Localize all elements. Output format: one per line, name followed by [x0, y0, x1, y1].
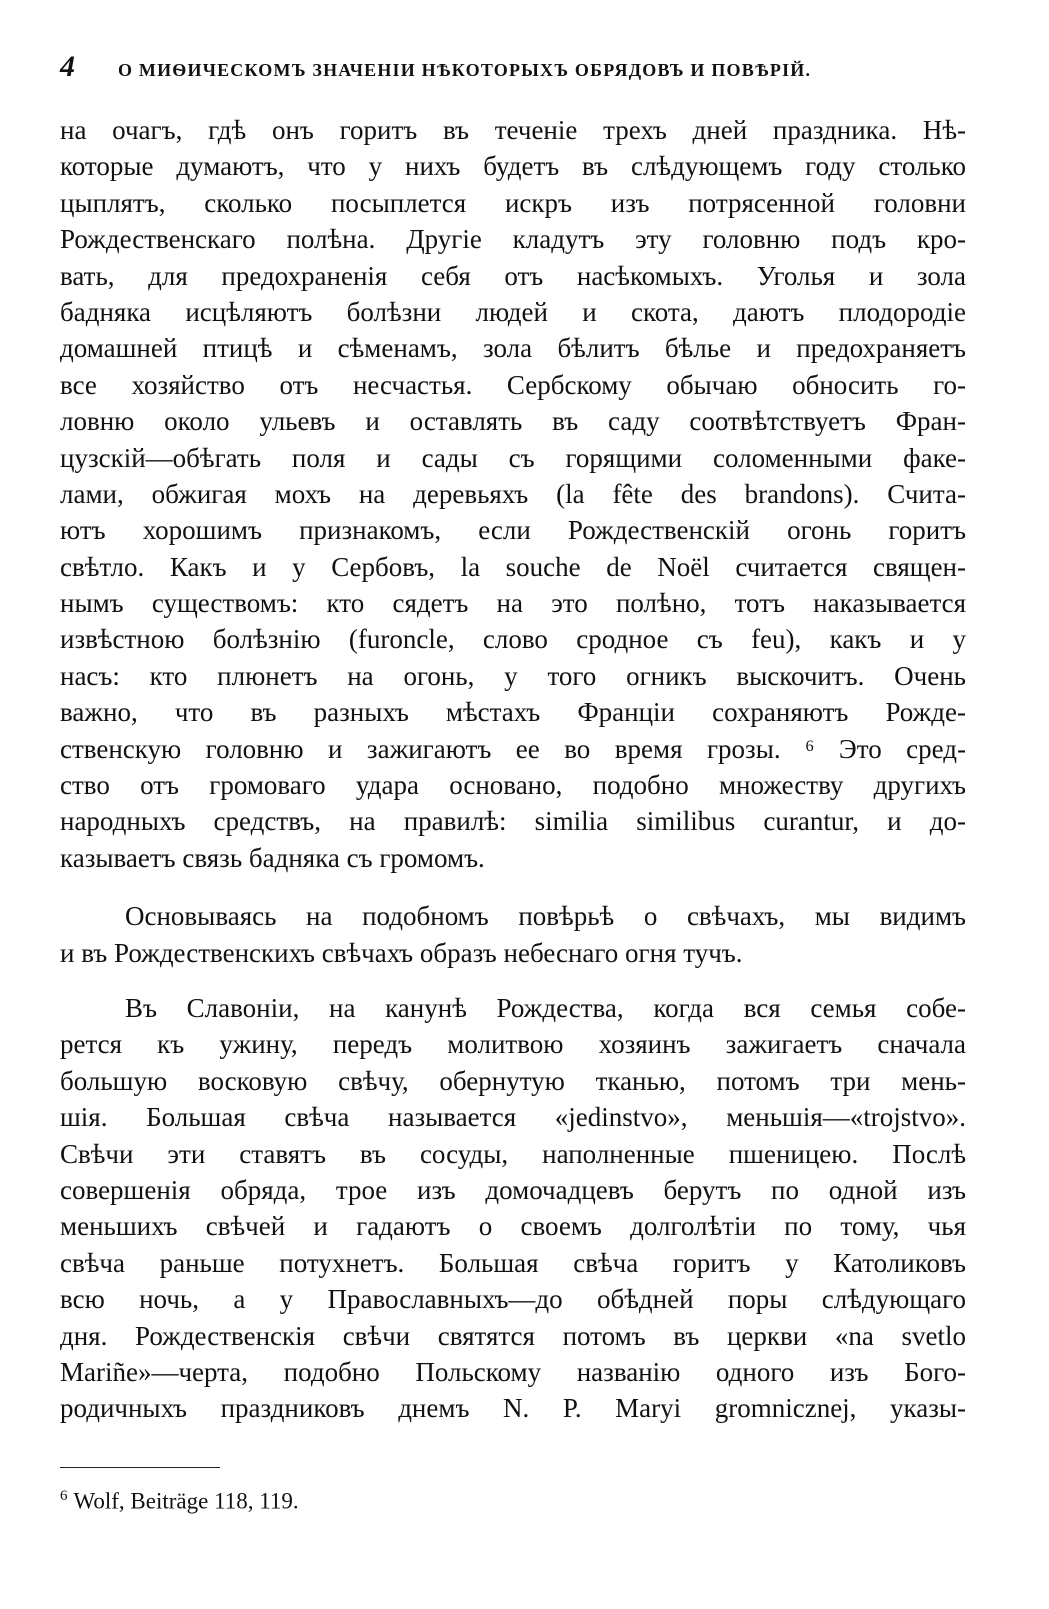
paragraph-gap — [60, 971, 966, 990]
text-line: которые думаютъ, что у нихъ будетъ въ слѣдующемъ году столько — [60, 151, 966, 182]
text-line: нымъ существомъ: кто сядетъ на это полѣно, тотъ наказывается — [60, 588, 966, 619]
text-line: на очагъ, гдѣ онъ горитъ въ теченіе трехъ дней праздника. Нѣ- — [60, 115, 966, 145]
text-line: рется къ ужину, передъ молитвою хозяинъ зажигаетъ сначала — [60, 1029, 966, 1060]
text-line: свѣча раньше потухнетъ. Большая свѣча горитъ у Католиковъ — [60, 1247, 966, 1278]
text-line: ловню около ульевъ и оставлять въ саду соотвѣтствуетъ Фран- — [60, 406, 966, 437]
text-line: ютъ хорошимъ признакомъ, если Рождественскій огонь горитъ — [60, 515, 966, 546]
paragraph-2 — [60, 898, 966, 971]
text-line: Свѣчи эти ставятъ въ сосуды, наполненные пшеницею. Послѣ — [60, 1138, 966, 1169]
text-line: свѣтло. Какъ и у Сербовъ, la souche de Noël считается священ- — [60, 551, 966, 582]
body-text — [60, 112, 966, 1427]
text-line: шія. Большая свѣча называется «jedinstvo», меньшія—«trojstvo». — [60, 1102, 966, 1133]
text-line: и въ Рождественскихъ свѣчахъ образъ небеснаго огня тучъ. — [60, 937, 743, 968]
text-line: совершенія обряда, трое изъ домочадцевъ берутъ по одной изъ — [60, 1174, 966, 1205]
text-line: извѣстною болѣзнію (furoncle, слово сродное съ feu), какъ и у — [60, 624, 966, 655]
text-line: Основываясь на подобномъ повѣрьѣ о свѣчахъ, мы видимъ — [125, 901, 966, 932]
text-line: домашней птицѣ и сѣменамъ, зола бѣлитъ бѣлье и предохраняетъ — [60, 333, 966, 364]
paragraph-gap — [60, 876, 966, 898]
text-line: ство отъ громоваго удара основано, подобно множеству другихъ — [60, 770, 966, 801]
text-line: народныхъ средствъ, на правилѣ: similia similibus curantur, и до- — [60, 806, 966, 837]
footnote-mark: 6 — [60, 1488, 68, 1504]
text-line: дня. Рождественскія свѣчи святятся потомъ въ церкви «na svetlo — [60, 1320, 966, 1351]
text-line: меньшихъ свѣчей и гадаютъ о своемъ долголѣтіи по тому, чья — [60, 1211, 966, 1242]
footnote — [60, 1488, 299, 1515]
text-line: все хозяйство отъ несчастья. Сербскому обычаю обносить го- — [60, 369, 966, 400]
text-line: цузскій—обѣгать поля и сады съ горящими соломенными факе- — [60, 442, 966, 473]
running-head — [60, 50, 920, 90]
text-line: лами, обжигая мохъ на деревьяхъ (la fête des brandons). Счита- — [60, 478, 966, 509]
running-title: О МИѲИЧЕСКОМЪ ЗНАЧЕНІИ НѢКОТОРЫХЪ ОБРЯДОВЪ И ПОВѢРІЙ. — [118, 60, 812, 80]
text-line: вать, для предохраненія себя отъ насѣкомыхъ. Уголья и зола — [60, 260, 966, 291]
footnote-rule — [60, 1467, 220, 1468]
text-line: большую восковую свѣчу, обернутую тканью, потомъ три мень- — [60, 1065, 966, 1096]
text-line: ственскую головню и зажигаютъ ее во время грозы. ⁶ Это сред- — [60, 733, 966, 764]
text-line: всю ночь, а у Православныхъ—до обѣдней поры слѣдующаго — [60, 1284, 966, 1315]
text-line: насъ: кто плюнетъ на огонь, у того огникъ выскочитъ. Очень — [60, 660, 966, 691]
paragraph-3 — [60, 990, 966, 1427]
text-line: Рождественскаго полѣна. Другіе кладутъ эту головню подъ кро- — [60, 224, 966, 255]
text-line: цыплятъ, сколько посыплется искръ изъ потрясенной головни — [60, 187, 966, 218]
footnote-text: Wolf, Beiträge 118, 119. — [73, 1488, 299, 1514]
text-line: Въ Славоніи, на канунѣ Рождества, когда вся семья собе- — [125, 992, 966, 1023]
paragraph-1 — [60, 112, 966, 876]
text-line: важно, что въ разныхъ мѣстахъ Франціи сохраняютъ Рожде- — [60, 697, 966, 728]
text-line: родичныхъ праздниковъ днемъ N. P. Maryi gromnicznej, указы- — [60, 1393, 966, 1424]
text-line: казываетъ связь бадняка съ громомъ. — [60, 842, 485, 873]
text-line: бадняка исцѣляютъ болѣзни людей и скота, даютъ плодородіе — [60, 296, 966, 327]
page-number: 4 — [60, 50, 75, 83]
text-line: Mariñe»—черта, подобно Польскому названію одного изъ Бого- — [60, 1356, 966, 1387]
